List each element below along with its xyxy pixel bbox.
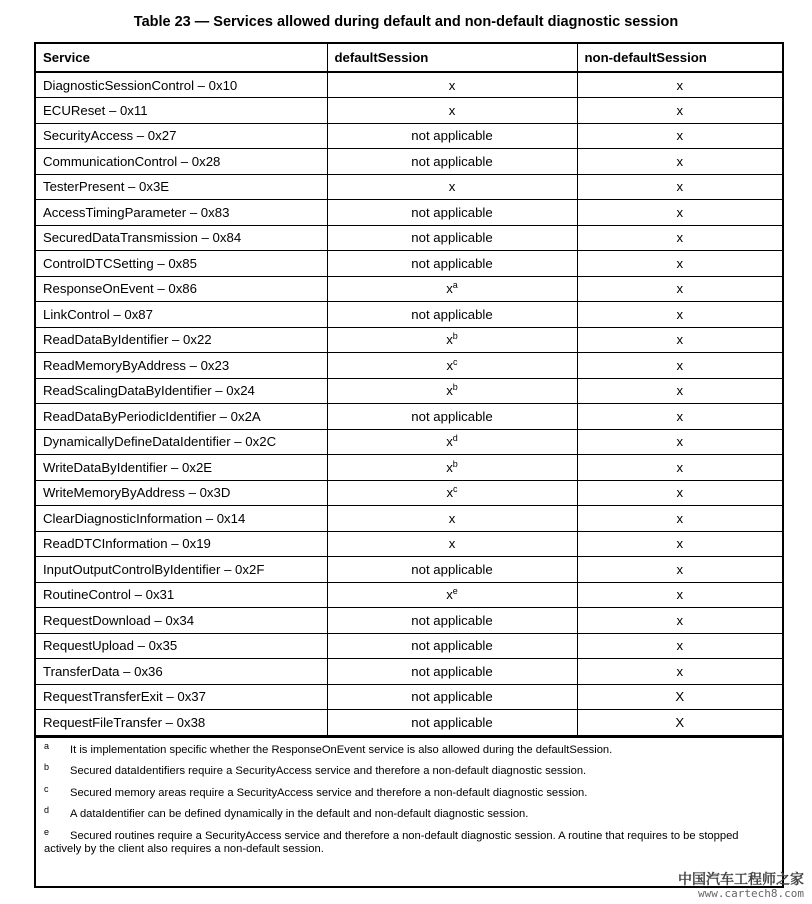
default-session-cell: [327, 531, 577, 557]
default-session-value: not applicable: [411, 638, 493, 654]
non-default-session-cell: x: [577, 480, 782, 506]
default-session-cell: [327, 200, 577, 226]
non-default-session-cell: x: [577, 225, 782, 251]
non-default-session-cell: x: [577, 123, 782, 149]
non-default-session-cell: x: [577, 327, 782, 353]
footnote-ref: e: [452, 586, 458, 597]
service-cell: WriteDataByIdentifier – 0x2E: [36, 455, 327, 481]
default-session-cell: [327, 710, 577, 736]
service-cell: DynamicallyDefineDataIdentifier – 0x2C: [36, 429, 327, 455]
default-session-value: x: [448, 510, 456, 526]
service-cell: ReadScalingDataByIdentifier – 0x24: [36, 378, 327, 404]
footnote-mark: c: [44, 783, 49, 794]
default-session-value: x: [448, 77, 456, 93]
service-cell: ClearDiagnosticInformation – 0x14: [36, 506, 327, 532]
footnote-ref: b: [452, 458, 458, 469]
service-cell: TesterPresent – 0x3E: [36, 174, 327, 200]
footnote: [44, 805, 774, 822]
table-row: [36, 582, 782, 608]
footnote: [44, 783, 774, 801]
services-table: [36, 44, 782, 736]
footnote-ref: b: [452, 331, 458, 342]
service-cell: CommunicationControl – 0x28: [36, 149, 327, 175]
service-cell: ReadDataByIdentifier – 0x22: [36, 327, 327, 353]
table-body: [36, 72, 782, 735]
default-session-cell: [327, 455, 577, 481]
non-default-session-cell: x: [577, 276, 782, 302]
default-session-cell: [327, 98, 577, 124]
table-row: [36, 225, 782, 251]
table-row: [36, 684, 782, 710]
default-session-cell: [327, 684, 577, 710]
table-footnotes: [36, 736, 782, 857]
default-session-value: x: [446, 357, 454, 373]
default-session-value: x: [448, 179, 456, 195]
footnote: [44, 762, 774, 779]
table-row: [36, 480, 782, 506]
non-default-session-cell: x: [577, 149, 782, 175]
watermark-url: www.cartech8.com: [698, 887, 804, 900]
default-session-value: x: [446, 281, 453, 297]
service-cell: LinkControl – 0x87: [36, 302, 327, 328]
default-session-cell: [327, 302, 577, 328]
service-cell: ResponseOnEvent – 0x86: [36, 276, 327, 302]
non-default-session-cell: x: [577, 582, 782, 608]
default-session-cell: [327, 404, 577, 430]
footnote-text: Secured routines require a SecurityAccess service and therefore a non-default diagnostic session. A routine that requires to be stopped actively by the client also requires a non-default session.: [44, 829, 739, 855]
table-row: [36, 633, 782, 659]
service-cell: TransferData – 0x36: [36, 659, 327, 685]
default-session-cell: [327, 72, 577, 98]
default-session-value: not applicable: [411, 612, 493, 628]
default-session-cell: [327, 327, 577, 353]
table-row: [36, 378, 782, 404]
default-session-cell: [327, 429, 577, 455]
default-session-value: not applicable: [411, 663, 493, 679]
table-row: [36, 200, 782, 226]
watermark: [678, 874, 804, 900]
default-session-value: x: [446, 383, 453, 399]
footnote-mark: a: [44, 740, 50, 751]
footnote-text: Secured memory areas require a SecurityAccess service and therefore a non-default diagnostic session.: [70, 786, 588, 799]
table-row: [36, 557, 782, 583]
table-row: [36, 123, 782, 149]
default-session-value: x: [446, 332, 453, 348]
non-default-session-cell: x: [577, 174, 782, 200]
footnote-ref: b: [452, 382, 458, 393]
service-cell: RequestFileTransfer – 0x38: [36, 710, 327, 736]
non-default-session-cell: x: [577, 200, 782, 226]
service-cell: RequestUpload – 0x35: [36, 633, 327, 659]
non-default-session-cell: X: [577, 684, 782, 710]
default-session-value: not applicable: [411, 153, 493, 169]
default-session-value: x: [446, 587, 453, 603]
table-row: [36, 659, 782, 685]
table-caption: Table 23 — Services allowed during default and non-default diagnostic session: [133, 14, 679, 30]
service-cell: ReadMemoryByAddress – 0x23: [36, 353, 327, 379]
footnote-ref: d: [452, 433, 458, 444]
service-cell: DiagnosticSessionControl – 0x10: [36, 72, 327, 98]
default-session-value: not applicable: [411, 306, 493, 322]
footnote: [44, 826, 774, 857]
default-session-value: x: [446, 459, 453, 475]
footnote-text: A dataIdentifier can be defined dynamically in the default and non-default diagnostic session.: [70, 808, 529, 820]
service-cell: WriteMemoryByAddress – 0x3D: [36, 480, 327, 506]
watermark-brand: 中国汽车工程师之家: [678, 872, 804, 888]
default-session-value: x: [446, 434, 453, 450]
footnote-ref: c: [453, 356, 458, 367]
non-default-session-cell: x: [577, 557, 782, 583]
default-session-cell: [327, 353, 577, 379]
non-default-session-cell: x: [577, 455, 782, 481]
service-cell: ReadDataByPeriodicIdentifier – 0x2A: [36, 404, 327, 430]
footnote-text: It is implementation specific whether the ResponseOnEvent service is also allowed during the defaultSession.: [70, 743, 613, 756]
footnote-ref: c: [453, 484, 458, 495]
default-session-value: not applicable: [411, 255, 493, 271]
table-row: [36, 404, 782, 430]
table-row: [36, 98, 782, 124]
service-cell: SecuredDataTransmission – 0x84: [36, 225, 327, 251]
non-default-session-cell: X: [577, 710, 782, 736]
default-session-value: x: [448, 102, 456, 118]
table-row: [36, 506, 782, 532]
default-session-cell: [327, 149, 577, 175]
table-row: [36, 710, 782, 736]
service-cell: ControlDTCSetting – 0x85: [36, 251, 327, 277]
non-default-session-cell: x: [577, 72, 782, 98]
footnote-mark: b: [44, 762, 50, 772]
default-session-cell: [327, 608, 577, 634]
default-session-cell: [327, 659, 577, 685]
non-default-session-cell: x: [577, 608, 782, 634]
non-default-session-cell: x: [577, 404, 782, 430]
default-session-cell: [327, 174, 577, 200]
default-session-value: not applicable: [411, 561, 493, 577]
table-row: [36, 174, 782, 200]
service-cell: InputOutputControlByIdentifier – 0x2F: [36, 557, 327, 583]
non-default-session-cell: x: [577, 429, 782, 455]
table-row: [36, 276, 782, 302]
header-service: Service: [36, 44, 327, 72]
header-non-default-session: non-defaultSession: [577, 44, 782, 72]
service-cell: RequestDownload – 0x34: [36, 608, 327, 634]
default-session-cell: [327, 480, 577, 506]
table-row: [36, 455, 782, 481]
table-row: [36, 608, 782, 634]
table-row: [36, 327, 782, 353]
non-default-session-cell: x: [577, 251, 782, 277]
table-row: [36, 251, 782, 277]
default-session-cell: [327, 276, 577, 302]
table-header-row: [36, 44, 782, 72]
default-session-cell: [327, 582, 577, 608]
non-default-session-cell: x: [577, 353, 782, 379]
footnote: [44, 740, 774, 758]
default-session-cell: [327, 123, 577, 149]
default-session-value: x: [448, 536, 456, 552]
footnote-ref: a: [452, 280, 458, 291]
service-cell: SecurityAccess – 0x27: [36, 123, 327, 149]
footnote-mark: e: [44, 826, 50, 837]
default-session-cell: [327, 506, 577, 532]
table-row: [36, 429, 782, 455]
default-session-value: not applicable: [411, 689, 493, 705]
non-default-session-cell: x: [577, 98, 782, 124]
non-default-session-cell: x: [577, 302, 782, 328]
service-cell: ReadDTCInformation – 0x19: [36, 531, 327, 557]
default-session-value: not applicable: [411, 230, 493, 246]
non-default-session-cell: x: [577, 659, 782, 685]
table-row: [36, 353, 782, 379]
default-session-cell: [327, 557, 577, 583]
table-row: [36, 72, 782, 98]
service-cell: ECUReset – 0x11: [36, 98, 327, 124]
footnote-text: Secured dataIdentifiers require a SecurityAccess service and therefore a non-default diagnostic session.: [70, 765, 587, 777]
table-row: [36, 302, 782, 328]
non-default-session-cell: x: [577, 531, 782, 557]
default-session-cell: [327, 633, 577, 659]
default-session-value: not applicable: [411, 714, 493, 730]
non-default-session-cell: x: [577, 506, 782, 532]
default-session-value: not applicable: [411, 408, 493, 424]
service-cell: RoutineControl – 0x31: [36, 582, 327, 608]
header-default-session: defaultSession: [327, 44, 577, 72]
non-default-session-cell: x: [577, 378, 782, 404]
non-default-session-cell: x: [577, 633, 782, 659]
default-session-value: x: [446, 485, 454, 501]
default-session-cell: [327, 225, 577, 251]
default-session-cell: [327, 251, 577, 277]
table-row: [36, 531, 782, 557]
default-session-cell: [327, 378, 577, 404]
service-cell: RequestTransferExit – 0x37: [36, 684, 327, 710]
table-row: [36, 149, 782, 175]
default-session-value: not applicable: [411, 204, 493, 220]
service-cell: AccessTimingParameter – 0x83: [36, 200, 327, 226]
default-session-value: not applicable: [411, 128, 493, 144]
services-table-frame: [34, 42, 784, 888]
footnote-mark: d: [44, 805, 50, 815]
